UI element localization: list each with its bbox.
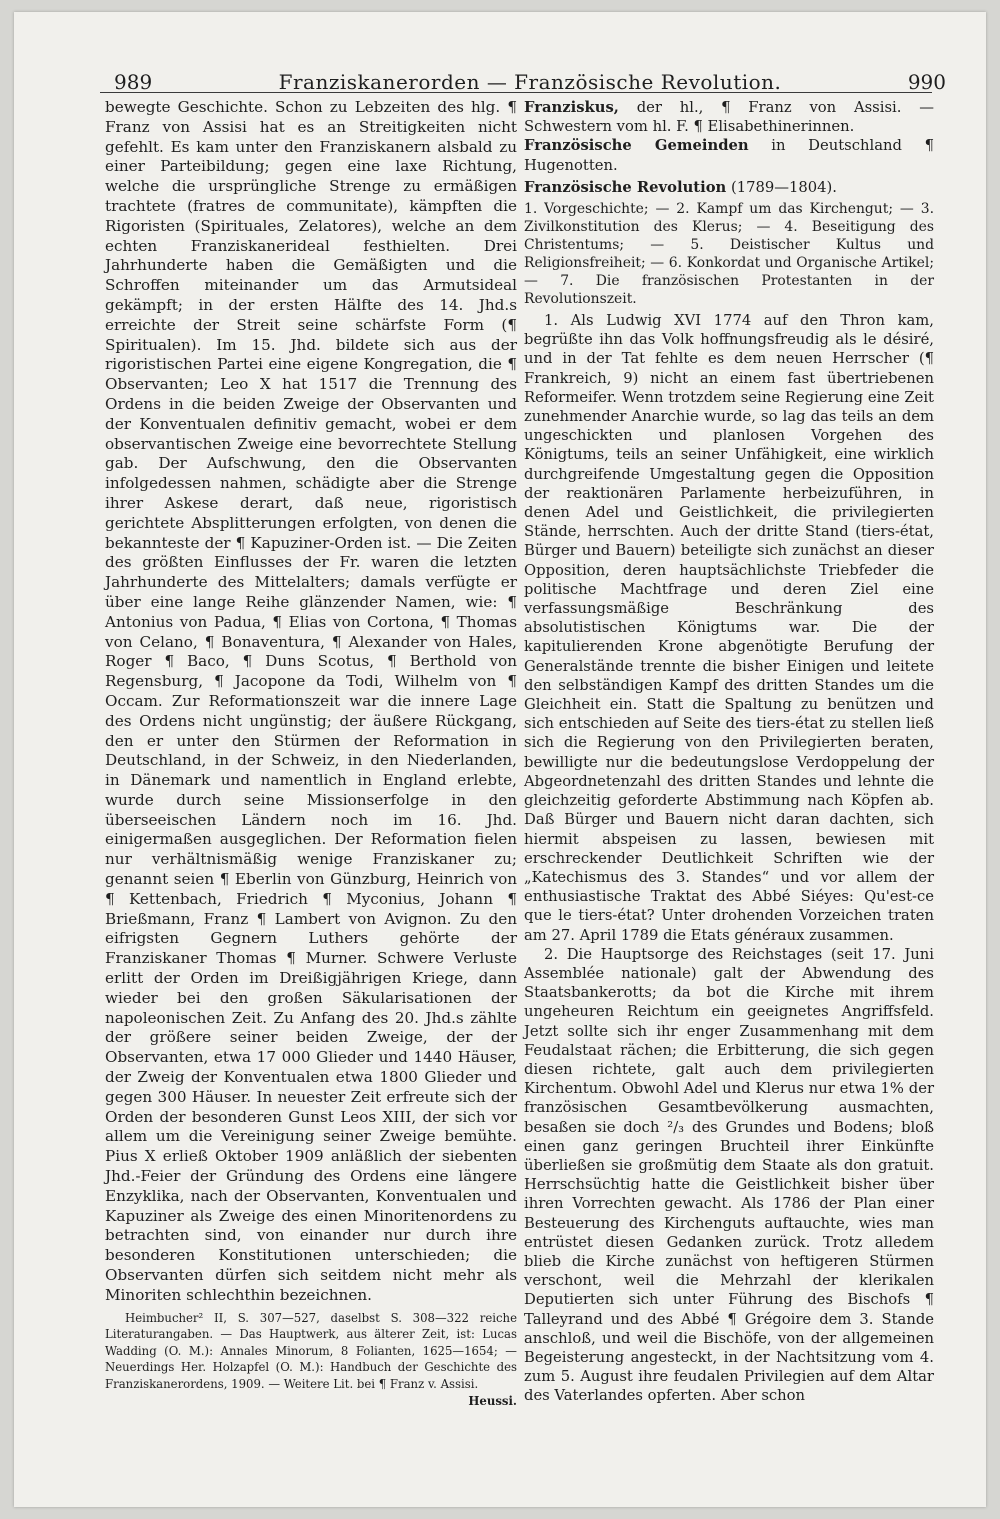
- entry-franziskus-text: der hl., ¶ Franz von Assisi. — Schwestern vom hl. F. ¶ Elisabethinerinnen.: [524, 99, 934, 136]
- running-title: Franziskanerorden — Französische Revolution.: [278, 70, 782, 94]
- page-number-left: 989: [114, 70, 153, 94]
- entry-revolution-head: Französische Revolution: [524, 178, 727, 196]
- revolution-contents: 1. Vorgeschichte; — 2. Kampf um das Kirchengut; — 3. Zivilkonstitution des Klerus; — 4. Beseitigung des Christentums; — 5. Deistischer Kultus und Religionsfreiheit; — 6. Konkordat und Organische Artikel; — 7. Die französischen Protestanten in der Revolutionszeit.: [524, 201, 934, 308]
- entry-revolution-dates: (1789—1804).: [726, 178, 837, 196]
- bibliography-text: Heimbucher² II, S. 307—527, daselbst S. 308—322 reiche Literaturangaben. — Das Hauptwerk, aus älterer Zeit, ist: Lucas Wadding (O. M.): Annales Minorum, 8 Folianten, 1625—1654; — Neuerdings Her. Holzapfel (O. M.): Handbuch der Geschichte des Franziskanerordens, 1909. — Weitere Lit. bei ¶ Franz v. Assisi.: [105, 1310, 517, 1391]
- franziskanerorden-text: bewegte Geschichte. Schon zu Lebzeiten des hlg. ¶ Franz von Assisi hat es an Streitigkeiten nicht gefehlt. Es kam unter den Franziskanern alsbald zu einer Parteibildung; gegen eine laxe Richtung, welche die ursprüngliche Strenge zu ermäßigen trachtete (fratres de communitate), kämpften die Rigoristen (Spirituales, Zelatores), welche an dem echten Franziskanerideal festhielten. Drei Jahrhunderte haben die Gemäßigten und die Schroffen miteinander um das Armutsideal gekämpft; in der ersten Hälfte des 14. Jhd.s erreichte der Streit seine schärfste Form (¶ Spiritualen). Im 15. Jhd. bildete sich aus der rigoristischen Partei eine eigene Kongregation, die ¶ Observanten; Leo X hat 1517 die Trennung des Ordens in die beiden Zweige der Observanten und der Konventualen definitiv gemacht, wobei er dem observantischen Zweige eine bevorrechtete Stellung gab. Der Aufschwung, den die Observanten infolgedessen nahmen, schädigte aber die Strenge ihrer Askese derart, daß neue, rigoristisch gerichtete Absplitterungen erfolgten, von denen die bekannteste der ¶ Kapuziner-Orden ist. — Die Zeiten des größten Einflusses der Fr. waren die letzten Jahrhunderte des Mittelalters; damals verfügte er über eine lange Reihe glänzender Namen, wie: ¶ Antonius von Padua, ¶ Elias von Cortona, ¶ Thomas von Celano, ¶ Bonaventura, ¶ Alexander von Hales, Roger ¶ Baco, ¶ Duns Scotus, ¶ Berthold von Regensburg, ¶ Jacopone da Todi, Wilhelm von ¶ Occam. Zur Reformationszeit war die innere Lage des Ordens nicht ungünstig; der äußere Rückgang, den er unter den Stürmen der Reformation in Deutschland, in der Schweiz, in den Niederlanden, in Dänemark und namentlich in England erlebte, wurde durch seine Missionserfolge in den überseeischen Ländern noch im 16. Jhd. einigermaßen ausgeglichen. Der Reformation fielen nur verhältnismäßig wenige Franziskaner zu; genannt seien ¶ Eberlin von Günzburg, Heinrich von ¶ Kettenbach, Friedrich ¶ Myconius, Johann ¶ Brießmann, Franz ¶ Lambert von Avignon. Zu den eifrigsten Gegnern Luthers gehörte der Franziskaner Thomas ¶ Murner. Schwere Verluste erlitt der Orden im Dreißigjährigen Kriege, dann wieder bei den großen Säkularisationen der napoleonischen Zeit. Zu Anfang des 20. Jhd.s zählte der größere seiner beiden Zweige, der der Observanten, etwa 17 000 Glieder und 1440 Häuser, der Zweig der Konventualen etwa 1800 Glieder und gegen 300 Häuser. In neuester Zeit erfreute sich der Orden der besonderen Gunst Leos XIII, der sich vor allem um die Vereinigung seiner Zweige bemühte. Pius X erließ Oktober 1909 anläßlich der siebenten Jhd.-Feier der Gründung des Ordens eine längere Enzyklika, nach der Observanten, Konventualen und Kapuziner als Zweige des einen Minoritenordens zu betrachten sind, von einander nur durch ihre besonderen Konstitutionen unterschieden; die Observanten dürfen sich seitdem nicht mehr als Minoriten schlechthin bezeichnen.: [105, 98, 517, 1304]
- left-column: [105, 98, 517, 1409]
- entry-franziskus-head: Franziskus,: [524, 99, 619, 116]
- revolution-section-2: 2. Die Hauptsorge des Reichstages (seit 17. Juni Assemblée nationale) galt der Abwendung des Staatsbankerotts; da bot die Kirche mit ihrem ungeheuren Reichtum ein geeignetes Angriffsfeld. Jetzt sollte sich ihr enger Zusammenhang mit dem Feudalstaat rächen; die Erbitterung, die sich gegen diesen richtete, galt auch dem privilegierten Kirchentum. Obwohl Adel und Klerus nur etwa 1% der französischen Gesamtbevölkerung ausmachten, besaßen sie doch ²/₃ des Grundes und Bodens; bloß einen ganz geringen Bruchteil ihrer Einkünfte überließen sie großmütig dem Staate als don gratuit. Herrschsüchtig hatte die Geistlichkeit bisher über ihren Vorrechten gewacht. Als 1786 der Plan einer Besteuerung des Kirchenguts auftauchte, wies man entrüstet diesen Gedanken zurück. Trotz alledem blieb die Kirche zunächst von heftigeren Stürmen verschont, weil die Mehrzahl der klerikalen Deputierten sich unter Führung des Bischofs ¶ Talleyrand und des Abbé ¶ Grégoire dem 3. Stande anschloß, und weil die Bischöfe, von der allgemeinen Begeisterung angesteckt, in der Nachtsitzung vom 4. zum 5. August ihre feudalen Privilegien auf dem Altar des Vaterlandes opferten. Aber schon: [524, 945, 934, 1405]
- entry-revolution: [524, 178, 934, 197]
- entry-gemeinden-text: in Deutschland ¶ Hugenotten.: [524, 137, 934, 174]
- page-number-right: 990: [907, 70, 946, 94]
- right-column: [524, 98, 934, 1406]
- bibliography: [105, 1310, 517, 1408]
- entry-franziskus: [524, 98, 934, 136]
- entry-gemeinden: [524, 136, 934, 174]
- author-signature: Heussi.: [468, 1393, 517, 1408]
- entry-gemeinden-head: Französische Gemeinden: [524, 137, 749, 155]
- header-rule: [100, 92, 932, 93]
- revolution-section-1: 1. Als Ludwig XVI 1774 auf den Thron kam, begrüßte ihn das Volk hoffnungsfreudig als le désiré, und in der Tat fehlte es dem neuen Herrscher (¶ Frankreich, 9) nicht an einem fast übertriebenen Reformeifer. Wenn trotzdem seine Regierung eine Zeit zunehmender Anarchie wurde, so lag das teils an dem ungeschickten und planlosen Vorgehen des Königtums, teils an seiner Unfähigkeit, eine wirklich durchgreifende Umgestaltung gegen die Opposition der reaktionären Parlamente herbeizuführen, in denen Adel und Geistlichkeit, die privilegierten Stände, herrschten. Auch der dritte Stand (tiers-état, Bürger und Bauern) beteiligte sich zunächst an dieser Opposition, deren hauptsächlichste Triebfeder die politische Machtfrage und deren Ziel eine verfassungsmäßige Beschränkung des absolutistischen Königtums war. Die der kapitulierenden Krone abgenötigte Berufung der Generalstände trennte die bisher Einigen und leitete den selbständigen Kampf des dritten Standes um die Gleichheit ein. Statt die Spaltung zu benützen und sich entschieden auf Seite des tiers-état zu stellen ließ sich die Regierung von den Privilegierten beraten, bewilligte nur die bedeutungslose Verdoppelung der Abgeordnetenzahl des dritten Standes und lehnte die gleichzeitig geforderte Abstimmung nach Köpfen ab. Daß Bürger und Bauern nicht daran dachten, sich hiermit abspeisen zu lassen, bewiesen mit erschreckender Deutlichkeit Schriften wie der „Katechismus des 3. Standes“ und vor allem der enthusiastische Traktat des Abbé Siéyes: Qu'est-ce que le tiers-état? Unter drohenden Vorzeichen traten am 27. April 1789 die Etats généraux zusammen.: [524, 312, 934, 944]
